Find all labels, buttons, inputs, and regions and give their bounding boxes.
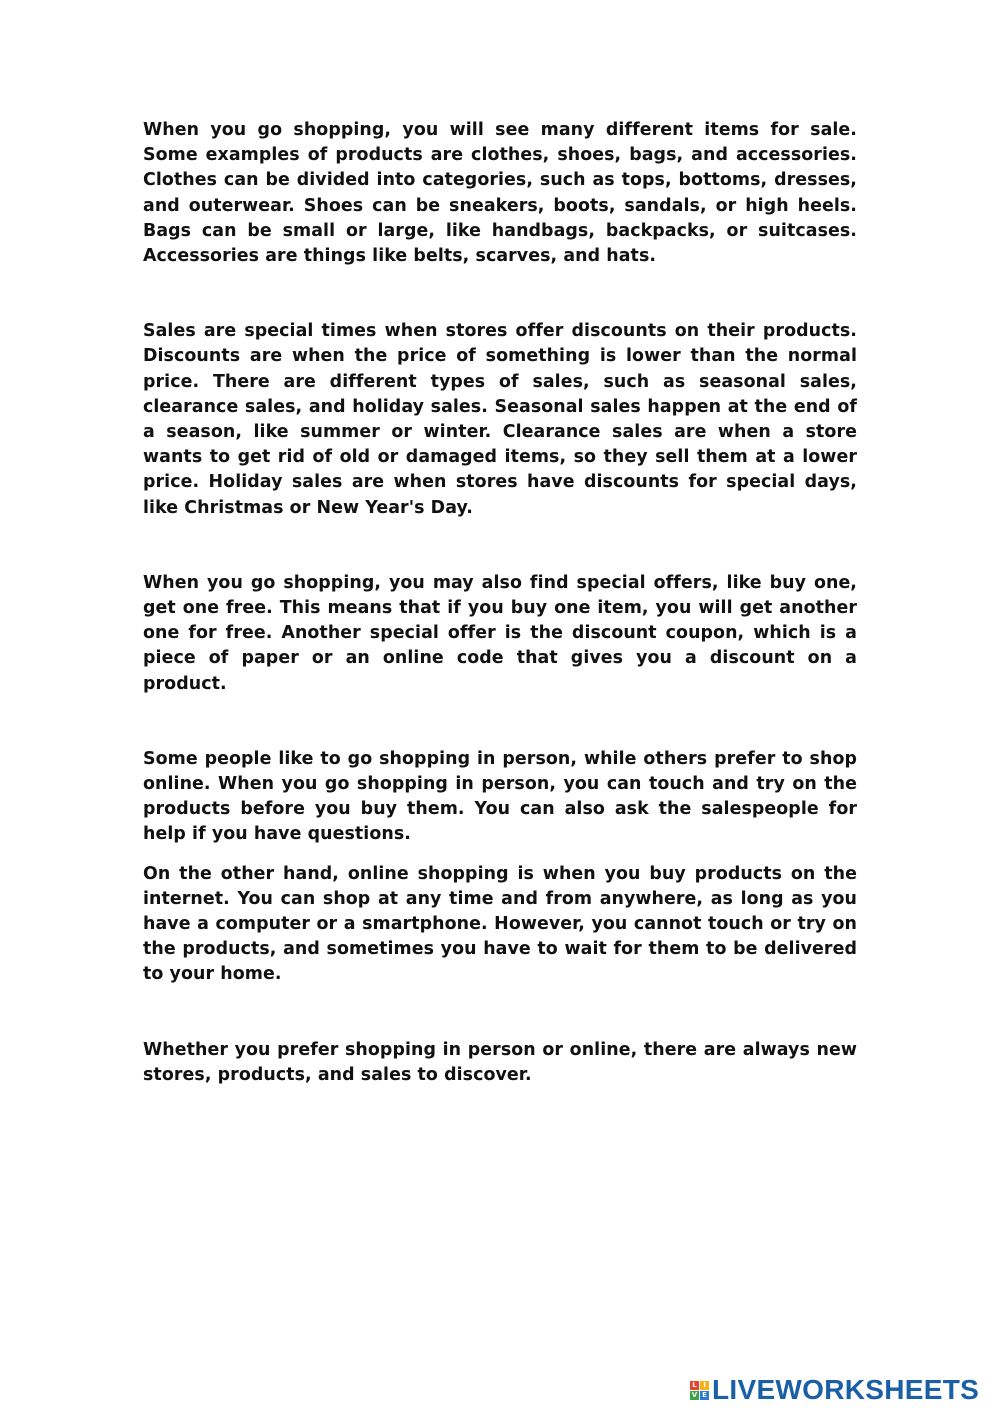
logo-mark-icon [690, 1381, 709, 1400]
logo-text: LIVEWORKSHEETS [712, 1374, 980, 1405]
paragraph-sales: Sales are special times when stores offer discounts on their products. Discounts are when the price of something is lower than the normal price. There are different types of sales, such as seasonal sales, clearance sales, and holiday sales. Seasonal sales happen at the end of a season, like summer or winter. Clearance sales are when a store wants to get rid of old or damaged items, so they sell them at a lower price. Holiday sales are when stores have discounts for special days, like Christmas or New Year's Day. [143, 321, 857, 518]
logo-mark-cell: I [700, 1381, 709, 1390]
logo-mark-cell: L [690, 1381, 699, 1390]
logo-mark-cell: E [700, 1391, 709, 1400]
paragraph-products: When you go shopping, you will see many different items for sale. Some examples of products are clothes, shoes, bags, and accessories. Clothes can be divided into categories, such as tops, bottoms, dresses, and outerwear. Shoes can be sneakers, boots, sandals, or high heels. Bags can be small or large, like handbags, backpacks, or suitcases. Accessories are things like belts, scarves, and hats. [143, 120, 857, 267]
paragraph-in-person: Some people like to go shopping in person, while others prefer to shop online. When you go shopping in person, you can touch and try on the products before you buy them. You can also ask the salespeople for help if you have questions. [143, 748, 857, 845]
paragraph-online: On the other hand, online shopping is when you buy products on the internet. You can shop at any time and from anywhere, as long as you have a computer or a smartphone. However, you cannot touch or try on the products, and sometimes you have to wait for them to be delivered to your home. [143, 863, 857, 985]
paragraph-special-offers: When you go shopping, you may also find special offers, like buy one, get one free. This means that if you buy one item, you will get another one for free. Another special offer is the discount coupon, which is a piece of paper or an online code that gives you a discount on a product. [143, 572, 857, 694]
liveworksheets-logo [690, 1375, 979, 1405]
reading-text [143, 118, 857, 1088]
paragraph-conclusion: Whether you prefer shopping in person or online, there are always new stores, products, and sales to discover. [143, 1039, 857, 1085]
logo-mark-cell: V [691, 1390, 698, 1399]
